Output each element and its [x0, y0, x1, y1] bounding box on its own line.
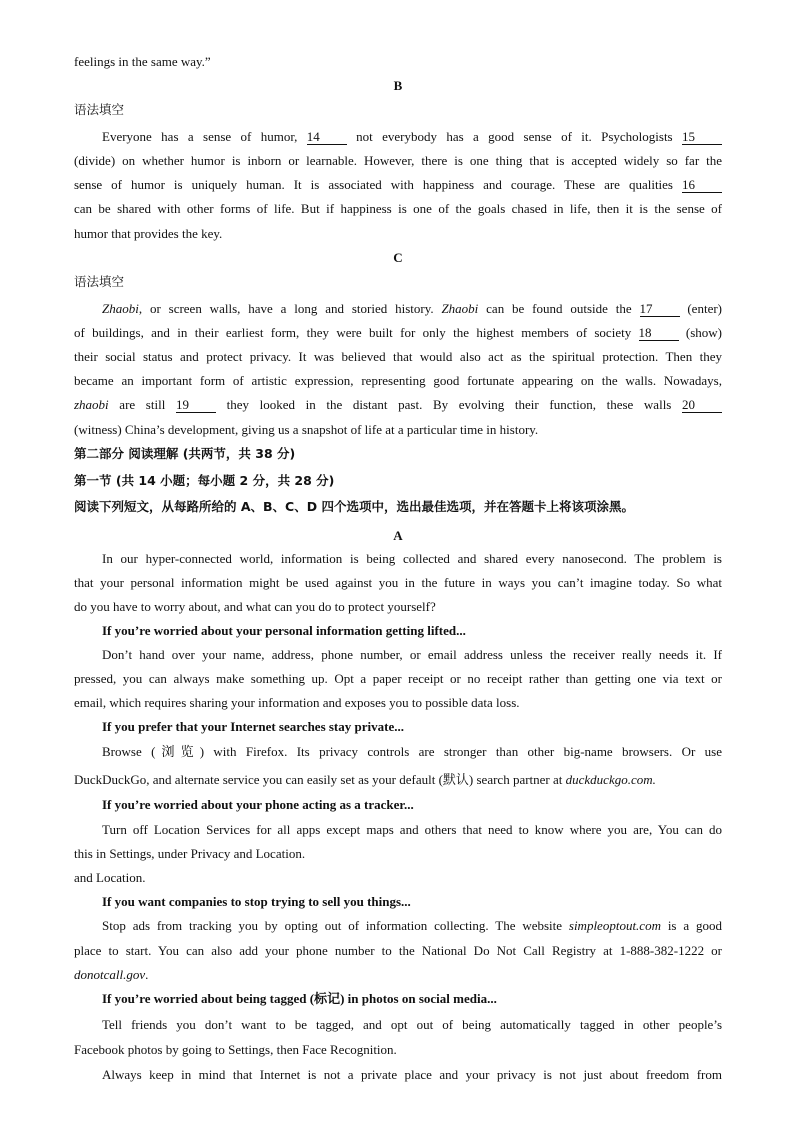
text-run: .: [145, 967, 149, 982]
blank-16: 16: [682, 178, 722, 193]
passage-heading-a: A: [393, 528, 403, 543]
section-heading: 第一节 (共 14 小题；每小题 2 分，共 28 分): [74, 473, 335, 488]
part-heading: 第二部分 阅读理解 (共两节，共 38 分): [74, 446, 296, 461]
text-line: [74, 396, 722, 414]
text-run: of buildings, and in their earliest form, they were built for only the highest members of society: [74, 325, 639, 340]
text-run: sense of humor is uniquely human. It is associated with happiness and courage. These are qualities: [74, 177, 682, 192]
section-heading-c: C: [393, 250, 403, 265]
text-line: email, which requires sharing your information and exposes you to possible data loss.: [74, 695, 520, 710]
question-type-label: 语法填空: [74, 274, 125, 289]
text-line: became an important form of artistic expression, representing good fortunate appearing on the walls. Nowadays,: [74, 373, 722, 388]
blank-20: 20: [682, 398, 722, 413]
instructions: 阅读下列短文，从每路所给的 A、B、C、D 四个选项中，选出最佳选项，并在答题卡上将该项涂黑。: [74, 499, 634, 514]
text-line: In our hyper-connected world, information is being collected and shared every nanosecond. The problem is: [102, 551, 722, 566]
text-line: pressed, you can always make something up. Opt a paper receipt or no receipt rather than getting one via text or: [74, 671, 722, 686]
text-line: [74, 324, 722, 342]
text-run: is a good: [660, 918, 722, 933]
text-run: not everybody has a good sense of it. Psychologists: [346, 129, 682, 144]
text-line: Browse (浏览) with Firefox. Its privacy controls are stronger than other big-name browsers. Or use: [102, 744, 722, 759]
blank-15: 15: [682, 130, 722, 145]
text-line: humor that provides the key.: [74, 226, 223, 241]
text-run: can be found outside the: [478, 301, 640, 316]
text-run: Stop ads from tracking you by opting out of information collecting. The website: [102, 918, 569, 933]
blank-19: 19: [176, 398, 216, 413]
text-line: [74, 966, 722, 984]
text-line: place to start. You can also add your phone number to the National Do Not Call Registry at 1-888-382-1222 or: [74, 943, 722, 958]
subheading: If you’re worried about being tagged (标记) in photos on social media...: [102, 991, 497, 1006]
url-text: simpleoptout.com: [568, 918, 661, 933]
blank-18: 18: [639, 326, 679, 341]
url-text: donotcall.gov: [74, 967, 146, 982]
url-text: duckduckgo.com.: [565, 772, 656, 787]
question-type-label: 语法填空: [74, 102, 125, 117]
subheading: If you want companies to stop trying to sell you things...: [102, 894, 411, 909]
text-line: [74, 771, 722, 789]
text-line: Turn off Location Services for all apps except maps and others that need to know where you are, You can do: [102, 822, 722, 837]
text-run: , or screen walls, have a long and storied history.: [138, 301, 442, 316]
text-line: Don’t hand over your name, address, phone number, or email address unless the receiver really needs it. If: [102, 647, 722, 662]
text-line: [74, 176, 722, 194]
text-line: can be shared with other forms of life. But if happiness is one of the goals chased in life, then it is the sense of: [74, 201, 722, 216]
subheading: If you’re worried about your personal information getting lifted...: [102, 623, 466, 638]
text-run: DuckDuckGo, and alternate service you can easily set as your default (默认) search partner at: [74, 772, 566, 787]
text-line: (divide) on whether humor is inborn or learnable. However, there is one thing that is accepted widely so far the: [74, 153, 722, 168]
text-line: Facebook photos by going to Settings, then Face Recognition.: [74, 1042, 397, 1057]
text-line: this in Settings, under Privacy and Location.: [74, 846, 306, 861]
text-run: are still: [108, 397, 176, 412]
text-line: that your personal information might be used against you in the future in ways you can’t imagine today. So what: [74, 575, 722, 590]
blank-14: 14: [307, 130, 347, 145]
text-line: [102, 917, 722, 935]
blank-17: 17: [640, 302, 680, 317]
text-line: [102, 300, 722, 318]
text-line: [102, 128, 722, 146]
subheading: If you’re worried about your phone acting as a tracker...: [102, 797, 414, 812]
text-run: (show): [678, 325, 722, 340]
italic-term: zhaobi: [74, 397, 109, 412]
italic-term: Zhaobi: [102, 301, 139, 316]
text-run: they looked in the distant past. By evolving their function, these walls: [215, 397, 682, 412]
italic-term: Zhaobi: [441, 301, 479, 316]
text-line: Tell friends you don’t want to be tagged, and opt out of being automatically tagged in other people’s: [102, 1017, 722, 1032]
text-line: (witness) China’s development, giving us a snapshot of life at a particular time in history.: [74, 422, 539, 437]
subheading: If you prefer that your Internet searches stay private...: [102, 719, 404, 734]
text-run: (enter): [679, 301, 722, 316]
text-line: feelings in the same way.”: [74, 54, 211, 69]
text-line: do you have to worry about, and what can you do to protect yourself?: [74, 599, 436, 614]
text-line: and Location.: [74, 870, 146, 885]
text-line: their social status and protect privacy. It was believed that would also act as the spiritual protection. Then they: [74, 349, 722, 364]
text-line: Always keep in mind that Internet is not a private place and your privacy is not just about freedom from: [102, 1067, 722, 1082]
section-heading-b: B: [393, 78, 403, 93]
text-run: Everyone has a sense of humor,: [102, 129, 307, 144]
